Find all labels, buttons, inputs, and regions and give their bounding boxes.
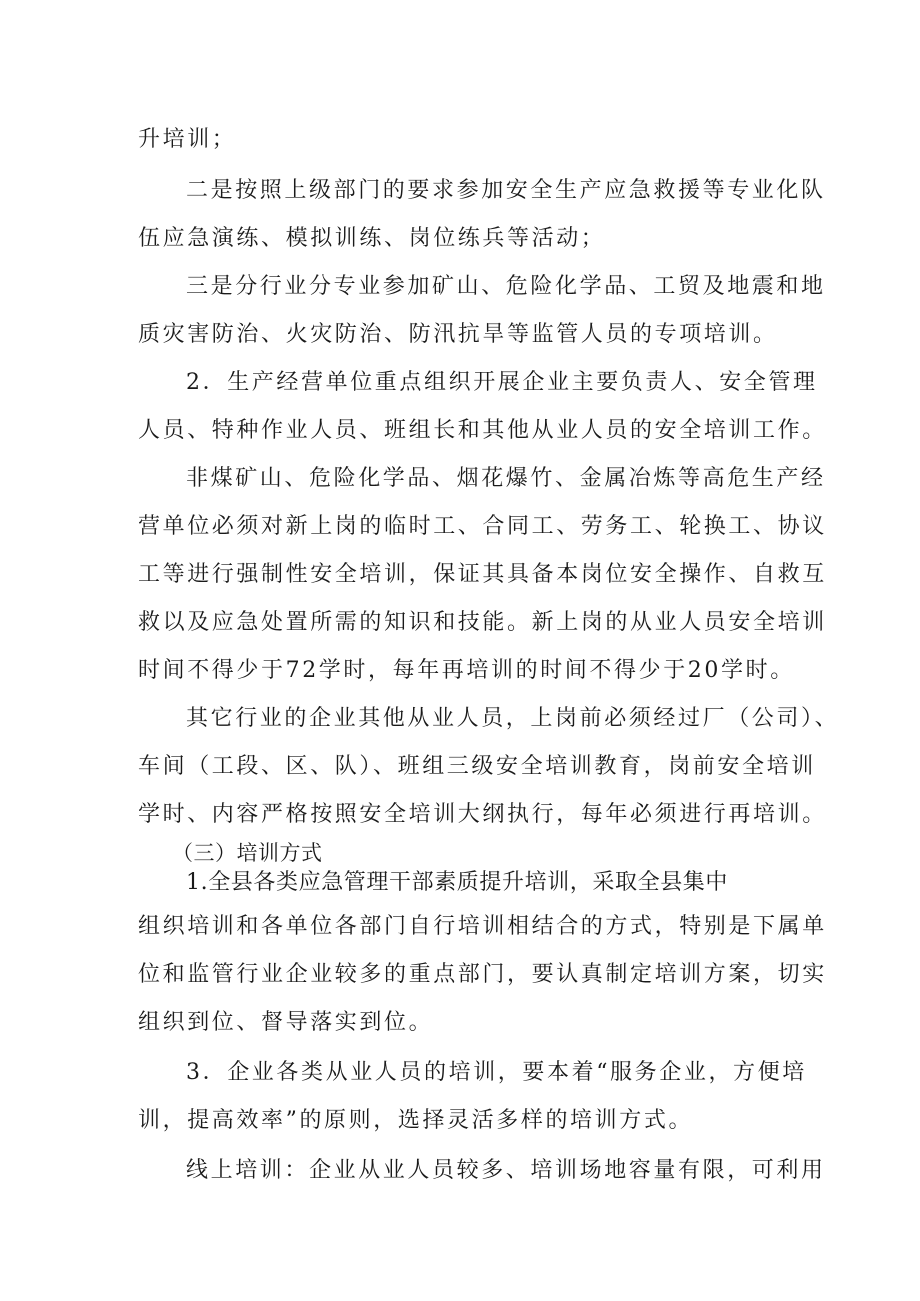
text-line-6: 2．生产经营单位重点组织开展企业主要负责人、安全管理 — [186, 370, 818, 395]
text-line-2: 二是按照上级部门的要求参加安全生产应急救援等专业化队 — [186, 178, 826, 203]
text-line-11: 救以及应急处置所需的知识和技能。新上岗的从业人员安全培训 — [138, 610, 827, 635]
text-line-22: 训，提高效率”的原则，选择灵活多样的培训方式。 — [138, 1108, 694, 1133]
text-line-13: 其它行业的企业其他从业人员，上岗前必须经过厂（公司）、 — [186, 706, 840, 731]
text-line-4: 三是分行业分专业参加矿山、危险化学品、工贸及地震和地 — [186, 274, 826, 299]
text-line-17: 1.全县各类应急管理干部素质提升培训，采取全县集中 — [186, 870, 728, 895]
text-line-12: 时间不得少于72学时，每年再培训的时间不得少于20学时。 — [138, 658, 795, 683]
text-line-8: 非煤矿山、危险化学品、烟花爆竹、金属冶炼等高危生产经 — [186, 466, 826, 491]
text-line-19: 位和监管行业企业较多的重点部门，要认真制定培训方案，切实 — [138, 962, 827, 987]
text-line-9: 营单位必须对新上岗的临时工、合同工、劳务工、轮换工、协议 — [138, 514, 827, 539]
text-line-7: 人员、特种作业人员、班组长和其他从业人员的安全培训工作。 — [138, 418, 827, 443]
text-line-5: 质灾害防治、火灾防治、防汛抗旱等监管人员的专项培训。 — [138, 322, 778, 347]
text-line-1: 升培训； — [138, 127, 237, 152]
text-line-3: 伍应急演练、模拟训练、岗位练兵等活动； — [138, 226, 606, 251]
text-line-14: 车间（工段、区、队）、班组三级安全培训教育，岗前安全培训 — [138, 754, 816, 779]
text-line-18: 组织培训和各单位各部门自行培训相结合的方式，特别是下属单 — [138, 914, 827, 939]
text-line-20: 组织到位、督导落实到位。 — [138, 1010, 434, 1035]
text-line-10: 工等进行强制性安全培训，保证其具备本岗位安全操作、自救互 — [138, 562, 827, 587]
section-heading: （三）培训方式 — [172, 841, 323, 865]
text-line-21: 3．企业各类从业人员的培训，要本着“服务企业，方便培 — [186, 1060, 807, 1085]
text-line-23: 线上培训：企业从业人员较多、培训场地容量有限，可利用 — [186, 1158, 826, 1183]
text-line-15: 学时、内容严格按照安全培训大纲执行，每年必须进行再培训。 — [138, 802, 827, 827]
